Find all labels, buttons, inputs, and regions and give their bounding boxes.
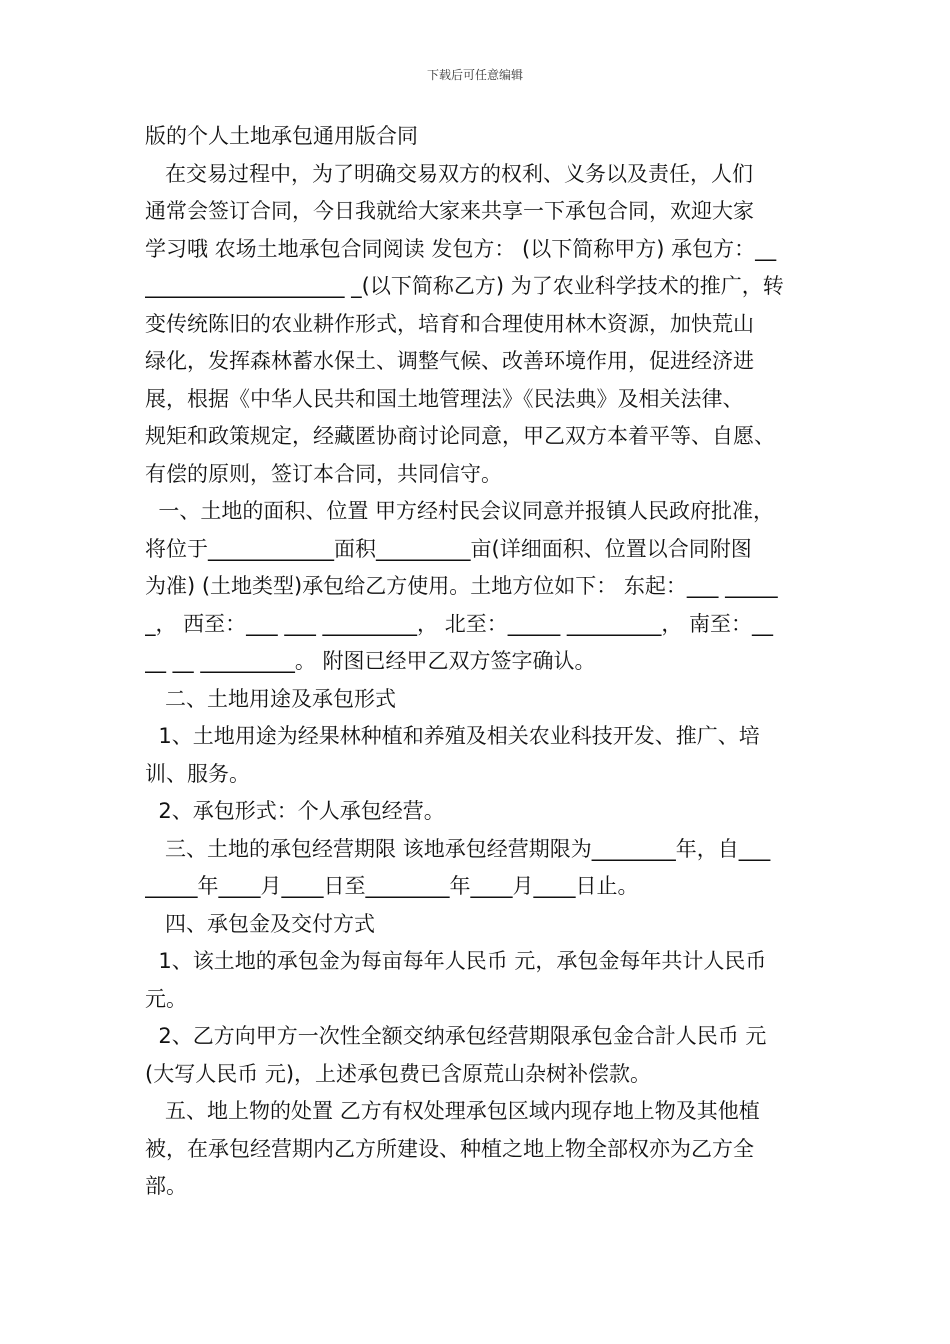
text-line: 1、该土地的承包金为每亩每年人民币 元，承包金每年共计人民币 [145,949,767,973]
text-line: _， 西至：___ ___ _________， 北至：_____ _________， 南至：__ [145,611,774,636]
text-line: 展，根据《中华人民共和国土地管理法》《民法典》及相关法律、 [145,386,744,411]
section-heading-2: 二、土地用途及承包形式 [145,686,397,711]
text-line: 通常会签订合同，今日我就给大家来共享一下承包合同，欢迎大家 [145,199,754,223]
text-line: 2、承包形式：个人承包经营。 [145,799,445,823]
section-heading-1: 一、土地的面积、位置 甲方经村民会议同意并报镇人民政府批准， [145,499,775,523]
text-line: 绿化，发挥森林蓄水保土、调整气候、改善环境作用，促进经济进 [145,349,754,373]
text-line: (大写人民币 元)，上述承包费已含原荒山杂树补偿款。 [145,1061,652,1086]
text-line: 变传统陈旧的农业耕作形式，培育和合理使用林木资源，加快荒山 [145,311,754,336]
text-line: 2、乙方向甲方一次性全额交纳承包经营期限承包金合計人民币 元 [145,1024,767,1048]
section-heading-4: 四、承包金及交付方式 [145,911,376,936]
text-line: 在交易过程中，为了明确交易双方的权利、义务以及责任，人们 [145,161,754,186]
text-line: ___________________ _(以下简称乙方) 为了农业科学技术的推广，转 [145,274,784,298]
text-line: 训、服务。 [145,761,250,786]
document-title: 版的个人土地承包通用版合同 [145,124,418,148]
document-body [145,118,810,1206]
text-line: _____年____月____日至________年____月____日止。 [145,874,639,898]
text-line: 元。 [145,986,187,1011]
text-line: 被，在承包经营期内乙方所建设、种植之地上物全部权亦为乙方全 [145,1136,754,1161]
text-line: __ __ _________。 附图已经甲乙双方签字确认。 [145,649,596,673]
text-line: 学习哦 农场土地承包合同阅读 发包方： (以下简称甲方) 承包方：__ [145,236,777,261]
text-line: 将位于____________面积_________亩(详细面积、位置以合同附图 [145,536,752,561]
text-line: 部。 [145,1174,187,1198]
text-line: 1、土地用途为经果林种植和养殖及相关农业科技开发、推广、培 [145,724,760,748]
text-line: 规矩和政策规定，经藏匿协商讨论同意，甲乙双方本着平等、自愿、 [145,424,775,448]
page-header: 下载后可任意编辑 [426,68,523,82]
section-heading-3: 三、土地的承包经营期限 该地承包经营期限为________年，自___ [145,836,771,861]
text-line: 有偿的原则，签订本合同，共同信守。 [145,461,502,486]
text-line: 为准) (土地类型)承包给乙方使用。土地方位如下： 东起：___ _____ [145,574,778,598]
section-heading-5: 五、地上物的处置 乙方有权处理承包区域内现存地上物及其他植 [145,1099,760,1123]
